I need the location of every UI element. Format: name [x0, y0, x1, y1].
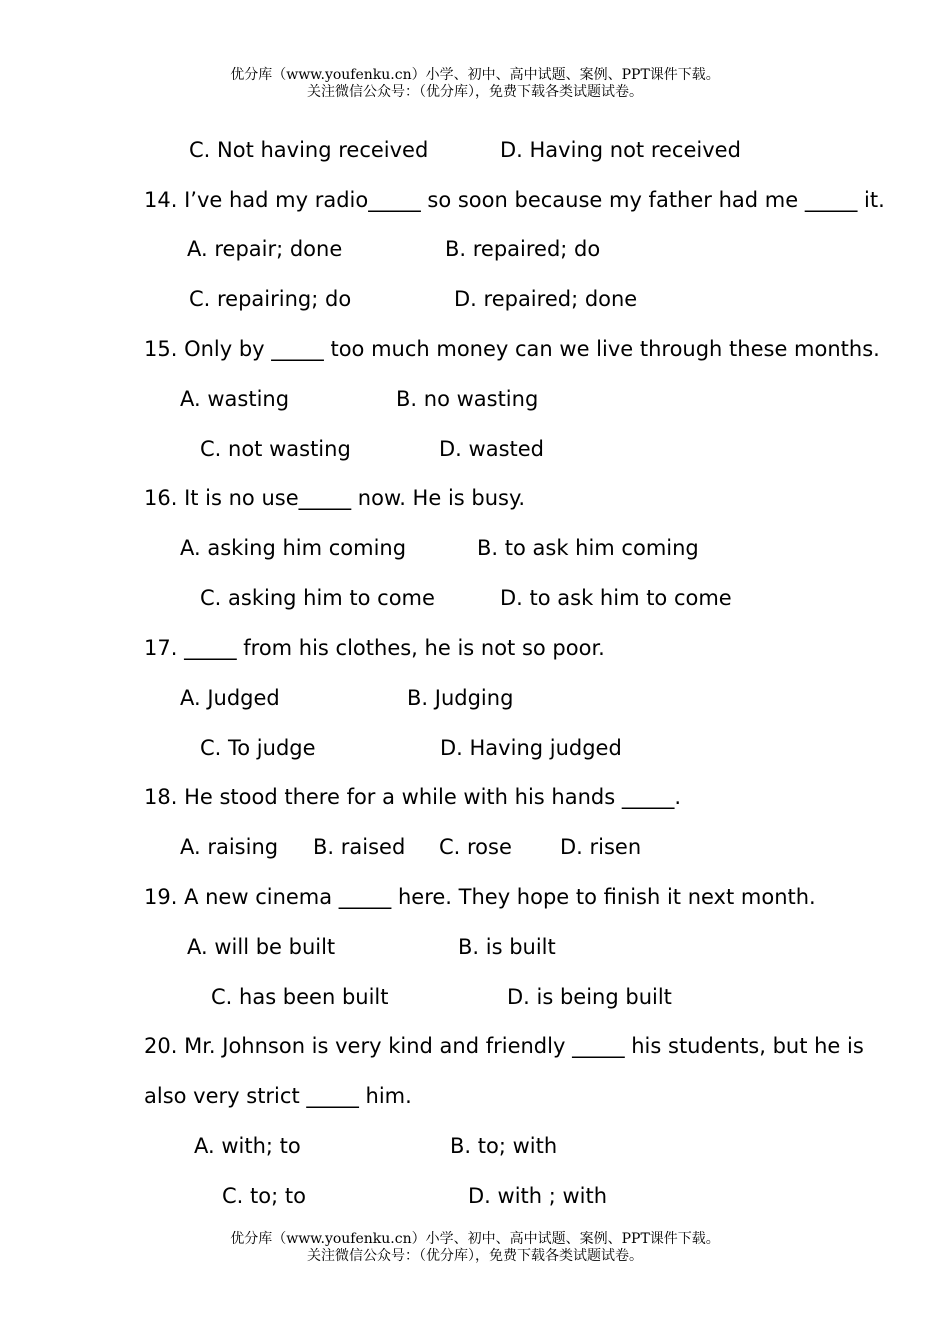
q19-option-a: A. will be built [187, 935, 336, 959]
q18-option-c: C. rose [439, 835, 512, 859]
q17-stem: 17. _____ from his clothes, he is not so poor. [144, 636, 605, 660]
q13-option-c: C. Not having received [189, 138, 429, 162]
q16-option-a: A. asking him coming [180, 536, 407, 560]
q17-option-b: B. Judging [407, 686, 514, 710]
q20-option-b: B. to; with [450, 1134, 558, 1158]
q14-option-a: A. repair; done [187, 237, 343, 261]
q15-option-c: C. not wasting [200, 437, 351, 461]
q16-option-b: B. to ask him coming [477, 536, 699, 560]
q15-option-b: B. no wasting [396, 387, 539, 411]
q14-stem: 14. I’ve had my radio_____ so soon because my father had me _____ it. [144, 188, 885, 212]
q19-option-c: C. has been built [211, 985, 389, 1009]
q16-stem: 16. It is no use_____ now. He is busy. [144, 486, 526, 510]
footer-line-2: 关注微信公众号：（优分库），免费下载各类试题试卷。 [307, 1248, 643, 1264]
header-line-1: 优分库（www.youfenku.cn）小学、初中、高中试题、案例、PPT课件下载。 [230, 67, 720, 83]
q17-option-c: C. To judge [200, 736, 316, 760]
q20-stem-continued: also very strict _____ him. [144, 1084, 412, 1108]
q20-stem: 20. Mr. Johnson is very kind and friendly _____ his students, but he is [144, 1034, 864, 1058]
q17-option-a: A. Judged [180, 686, 280, 710]
footer-line-1: 优分库（www.youfenku.cn）小学、初中、高中试题、案例、PPT课件下载。 [230, 1231, 720, 1247]
q18-option-b: B. raised [313, 835, 406, 859]
q15-option-a: A. wasting [180, 387, 290, 411]
page-header [0, 67, 950, 101]
q17-option-d: D. Having judged [440, 736, 622, 760]
q18-stem: 18. He stood there for a while with his hands _____. [144, 785, 682, 809]
header-line-2: 关注微信公众号：（优分库），免费下载各类试题试卷。 [307, 84, 643, 100]
q14-option-d: D. repaired; done [454, 287, 638, 311]
q16-option-c: C. asking him to come [200, 586, 435, 610]
q19-option-b: B. is built [458, 935, 556, 959]
q14-option-c: C. repairing; do [189, 287, 352, 311]
q13-option-d: D. Having not received [500, 138, 741, 162]
q18-option-a: A. raising [180, 835, 279, 859]
q15-stem: 15. Only by _____ too much money can we live through these months. [144, 337, 880, 361]
q14-option-b: B. repaired; do [445, 237, 601, 261]
q20-option-c: C. to; to [222, 1184, 306, 1208]
q19-option-d: D. is being built [507, 985, 672, 1009]
page-footer [0, 1231, 950, 1265]
q20-option-a: A. with; to [194, 1134, 301, 1158]
q16-option-d: D. to ask him to come [500, 586, 732, 610]
q15-option-d: D. wasted [439, 437, 544, 461]
q19-stem: 19. A new cinema _____ here. They hope to finish it next month. [144, 885, 816, 909]
q20-option-d: D. with ; with [468, 1184, 608, 1208]
q18-option-d: D. risen [560, 835, 642, 859]
